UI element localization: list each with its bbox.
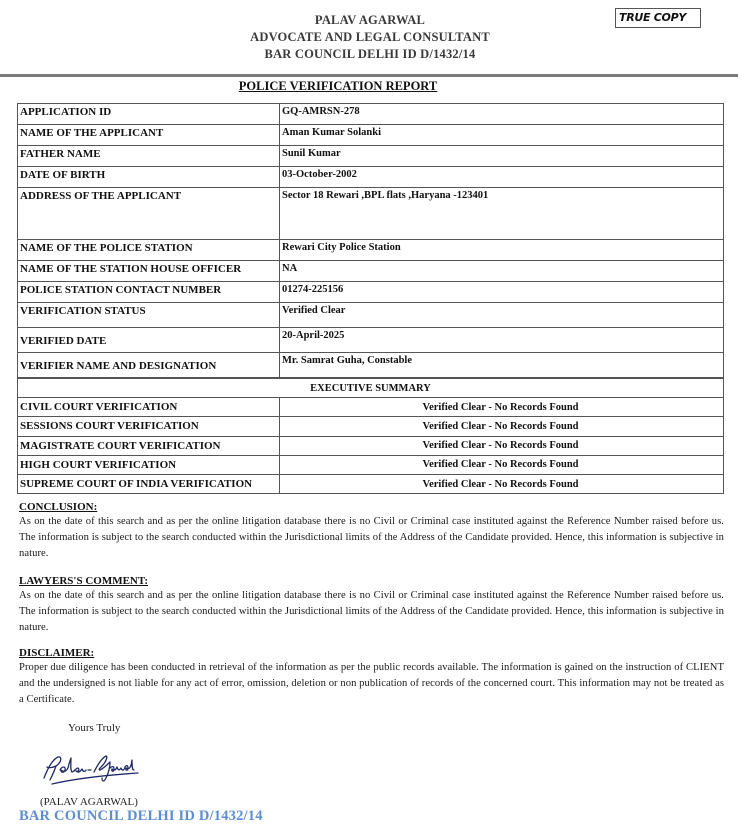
court-label: CIVIL COURT VERIFICATION (18, 398, 280, 417)
court-result: Verified Clear - No Records Found (280, 436, 724, 455)
table-row (18, 167, 724, 188)
contact-number-value: 01274-225156 (280, 282, 724, 303)
court-result: Verified Clear - No Records Found (280, 455, 724, 474)
table-row (18, 104, 724, 125)
table-row (18, 261, 724, 282)
verification-status-value: Verified Clear (280, 303, 724, 328)
court-label: SUPREME COURT OF INDIA VERIFICATION (18, 474, 280, 493)
table-row (18, 353, 724, 378)
field-label: NAME OF THE POLICE STATION (18, 240, 280, 261)
court-label: SESSIONS COURT VERIFICATION (18, 417, 280, 436)
field-label: DATE OF BIRTH (18, 167, 280, 188)
table-row (18, 125, 724, 146)
applicant-details-table (17, 103, 724, 378)
disclaimer-text: Proper due diligence has been conducted in retrieval of the information as per the public records available. The information is gained on the instruction of CLIENT and the undersigned is not liable for any act of error, omission, deletion or non publication of records of the concerned court. This information may not be treated as a Certificate. (19, 662, 724, 705)
court-result: Verified Clear - No Records Found (280, 474, 724, 493)
disclaimer-section (19, 646, 724, 708)
address-value: Sector 18 Rewari ,BPL flats ,Haryana -123401 (280, 188, 724, 240)
lawyers-comment-heading: LAWYERS'S COMMENT: (19, 575, 149, 587)
lawyer-name: PALAV AGARWAL (314, 13, 426, 27)
table-row (18, 436, 724, 455)
table-header-row (18, 379, 724, 398)
header-divider (0, 74, 738, 77)
field-label: FATHER NAME (18, 146, 280, 167)
conclusion-text: As on the date of this search and as per the online litigation database there is no Civil or Criminal case instituted against the Reference Number raised before us. The information is subject to the search conducted within the Jurisdictional limits of the Address of the Candidate provided. Hence, this information is subjective in nature. (19, 516, 724, 559)
table-row (18, 455, 724, 474)
table-row (18, 282, 724, 303)
police-station-value: Rewari City Police Station (280, 240, 724, 261)
field-label: APPLICATION ID (18, 104, 280, 125)
lawyers-comment-text: As on the date of this search and as per the online litigation database there is no Civil or Criminal case instituted against the Reference Number raised before us. The information is subject to the search conducted within the Jurisdictional limits of the Address of the Candidate provided. Hence, this information is subjective in nature. (19, 590, 724, 633)
field-label: VERIFIED DATE (18, 328, 280, 353)
verified-date-value: 20-April-2025 (280, 328, 724, 353)
conclusion-section (19, 500, 724, 562)
table-row (18, 188, 724, 240)
disclaimer-heading: DISCLAIMER: (19, 647, 95, 659)
table-row (18, 417, 724, 436)
dob-value: 03-October-2002 (280, 167, 724, 188)
true-copy-stamp: TRUE COPY (615, 8, 701, 28)
table-row (18, 328, 724, 353)
applicant-name-value: Aman Kumar Solanki (280, 125, 724, 146)
lawyers-comment-section (19, 574, 724, 636)
lawyer-title: ADVOCATE AND LEGAL CONSULTANT (250, 30, 490, 44)
conclusion-heading: CONCLUSION: (19, 501, 98, 513)
field-label: NAME OF THE STATION HOUSE OFFICER (18, 261, 280, 282)
signature-image (38, 748, 148, 790)
application-id-value: GQ-AMRSN-278 (280, 104, 724, 125)
field-label: POLICE STATION CONTACT NUMBER (18, 282, 280, 303)
executive-summary-title: EXECUTIVE SUMMARY (18, 379, 724, 398)
table-row (18, 398, 724, 417)
court-result: Verified Clear - No Records Found (280, 398, 724, 417)
footer-bar-council-id: BAR COUNCIL DELHI ID D/1432/14 (19, 808, 263, 824)
signer-name: (PALAV AGARWAL) (40, 796, 138, 808)
father-name-value: Sunil Kumar (280, 146, 724, 167)
lawyer-bar-id: BAR COUNCIL DELHI ID D/1432/14 (264, 47, 476, 61)
table-row (18, 146, 724, 167)
verifier-value: Mr. Samrat Guha, Constable (280, 353, 724, 378)
court-result: Verified Clear - No Records Found (280, 417, 724, 436)
court-label: HIGH COURT VERIFICATION (18, 455, 280, 474)
table-row (18, 474, 724, 493)
field-label: VERIFIER NAME AND DESIGNATION (18, 353, 280, 378)
field-label: NAME OF THE APPLICANT (18, 125, 280, 146)
table-row (18, 303, 724, 328)
closing-salutation: Yours Truly (68, 722, 121, 734)
field-label: ADDRESS OF THE APPLICANT (18, 188, 280, 240)
sho-name-value: NA (280, 261, 724, 282)
executive-summary-table (17, 378, 724, 494)
table-row (18, 240, 724, 261)
report-title: POLICE VERIFICATION REPORT (238, 79, 438, 93)
field-label: VERIFICATION STATUS (18, 303, 280, 328)
court-label: MAGISTRATE COURT VERIFICATION (18, 436, 280, 455)
